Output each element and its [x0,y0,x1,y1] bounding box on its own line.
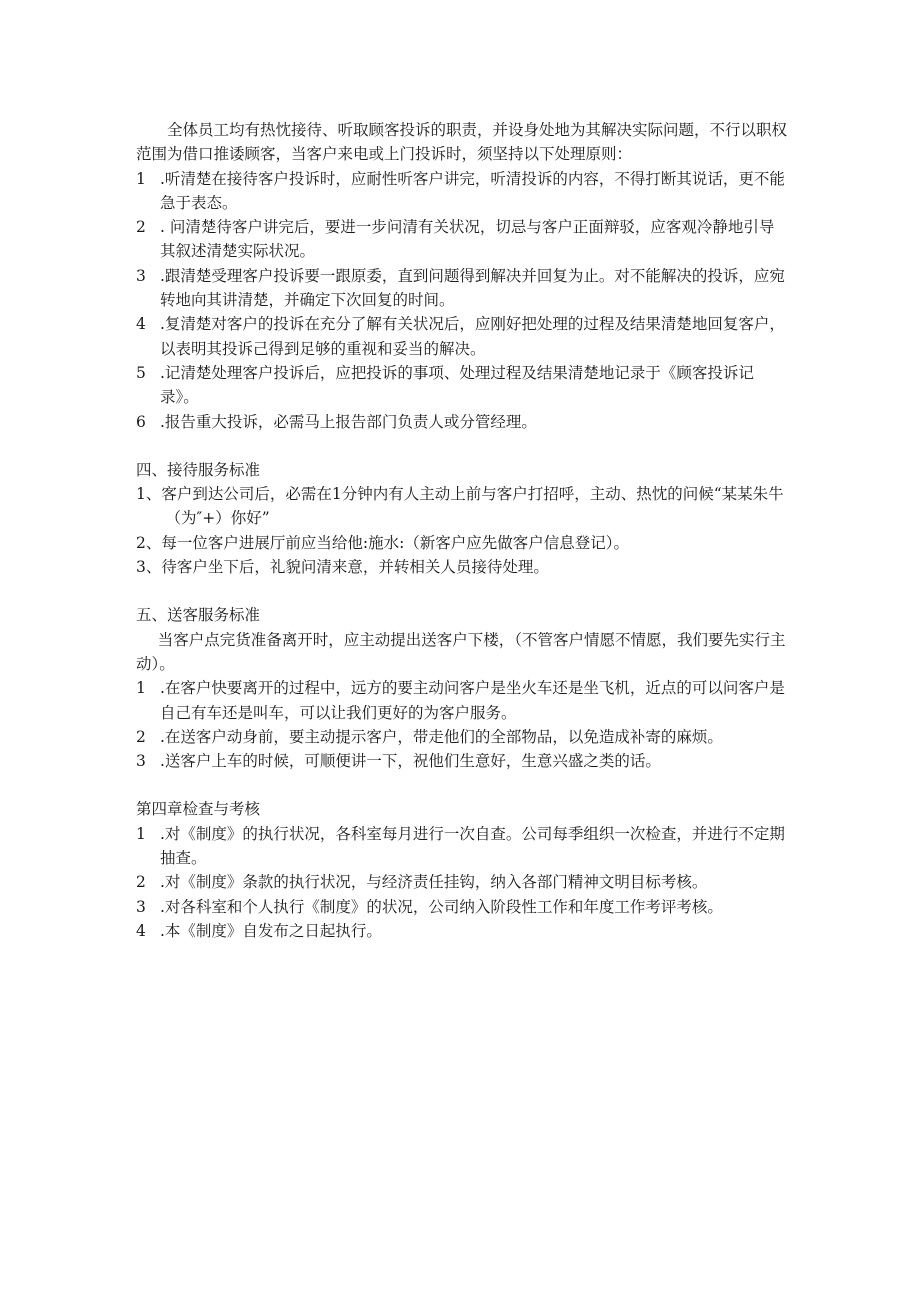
list-text: .在客户快要离开的过程中，远方的要主动问客户是坐火车还是坐飞机，近点的可以问客户是自己有车还是叫车，可以让我们更好的为客户服务。 [160,679,785,722]
chapter4-heading: 第四章检查与考核 [136,800,261,819]
section4-list [136,482,788,579]
list-item [136,264,788,313]
list-text: .本《制度》自发布之日起执行。 [160,921,382,940]
list-item [136,167,788,216]
list-text: .对各科室和个人执行《制度》的状况，公司纳入阶段性工作和年度工作考评考核。 [160,897,723,916]
list-number: 3 [136,752,146,771]
list-item [136,822,788,871]
list-item [136,312,788,361]
list-number: 4 [136,315,146,334]
list-number: 3 [136,897,146,916]
intro-paragraph: 全体员工均有热忱接待、听取顾客投诉的职责，并设身处地为其解决实际问题，不行以职权范围为借口推诿顾客，当客户来电或上门投诉时，须坚持以下处理原则： [136,121,788,164]
list-text: .在送客户动身前，要主动提示客户，带走他们的全部物品，以免造成补寄的麻烦。 [160,727,723,746]
list-item: 3、待客户坐下后，礼貌问清来意，并转相关人员接待处理。 [136,558,549,577]
document-page [136,118,788,943]
list-text: .对《制度》条款的执行状况，与经济责任挂钩，纳入各部门精神文明目标考核。 [160,873,708,892]
list-text: .送客户上车的时候，可顺便讲一下，祝他们生意好，生意兴盛之类的话。 [160,752,661,771]
list-item: 2、每一位客户进展厅前应当给他:施水:（新客户应先做客户信息登记）。 [136,533,630,552]
list-number: 2 [136,873,146,892]
list-number: 4 [136,921,146,940]
section4-heading: 四、接待服务标准 [136,460,261,479]
section5-list [136,676,788,773]
list-item [136,870,788,894]
list-text: .对《制度》的执行状况，各科室每月进行一次自查。公司每季组织一次检查，并进行不定期抽查。 [160,824,785,868]
list-text: .复清楚对客户的投诉在充分了解有关状况后，应刚好把处理的过程及结果清楚地回复客户，以表明其投诉己得到足够的重视和妥当的解决。 [160,315,785,358]
list-number: 2 [136,218,146,237]
list-item [136,919,788,943]
principles-list [136,167,788,434]
list-number: 5 [136,363,146,382]
list-item: 1、客户到达公司后，必需在1分钟内有人主动上前与客户打招呼，主动、热忱的问候“某某朱牛（为″+）你好” [136,485,784,528]
section5-heading: 五、送客服务标准 [136,606,261,625]
list-item [136,361,788,410]
list-number: 1 [136,824,146,843]
list-item [136,725,788,749]
list-text: .报告重大投诉，必需马上报告部门负责人或分管经理。 [160,412,537,431]
list-text: .跟清楚受理客户投诉要一跟原委，直到问题得到解决并回复为止。对不能解决的投诉，应宛转地向其讲清楚，并确定下次回复的时间。 [160,266,785,310]
chapter4-list [136,822,788,943]
list-text: . 问清楚待客户讲完后，要进一步问清有关状况，切忌与客户正面辩驳，应客观冷静地引导其叙述清楚实际状况。 [160,218,775,261]
list-item [136,410,788,434]
list-number: 6 [136,412,146,431]
list-item [136,676,788,725]
section5-intro: 当客户点完货准备离开时，应主动提出送客户下楼，（不管客户情愿不情愿，我们要先实行主动）。 [136,630,786,673]
list-item [136,895,788,919]
list-item [136,749,788,773]
list-number: 3 [136,266,146,285]
list-number: 1 [136,169,146,188]
list-text: .听清楚在接待客户投诉时，应耐性听客户讲完，听清投诉的内容，不得打断其说话，更不能急于表态。 [160,169,785,212]
list-number: 2 [136,727,146,746]
list-number: 1 [136,679,146,698]
list-item [136,215,788,264]
list-text: .记清楚处理客户投诉后，应把投诉的事项、处理过程及结果清楚地记录于《顾客投诉记录》。 [160,363,754,407]
